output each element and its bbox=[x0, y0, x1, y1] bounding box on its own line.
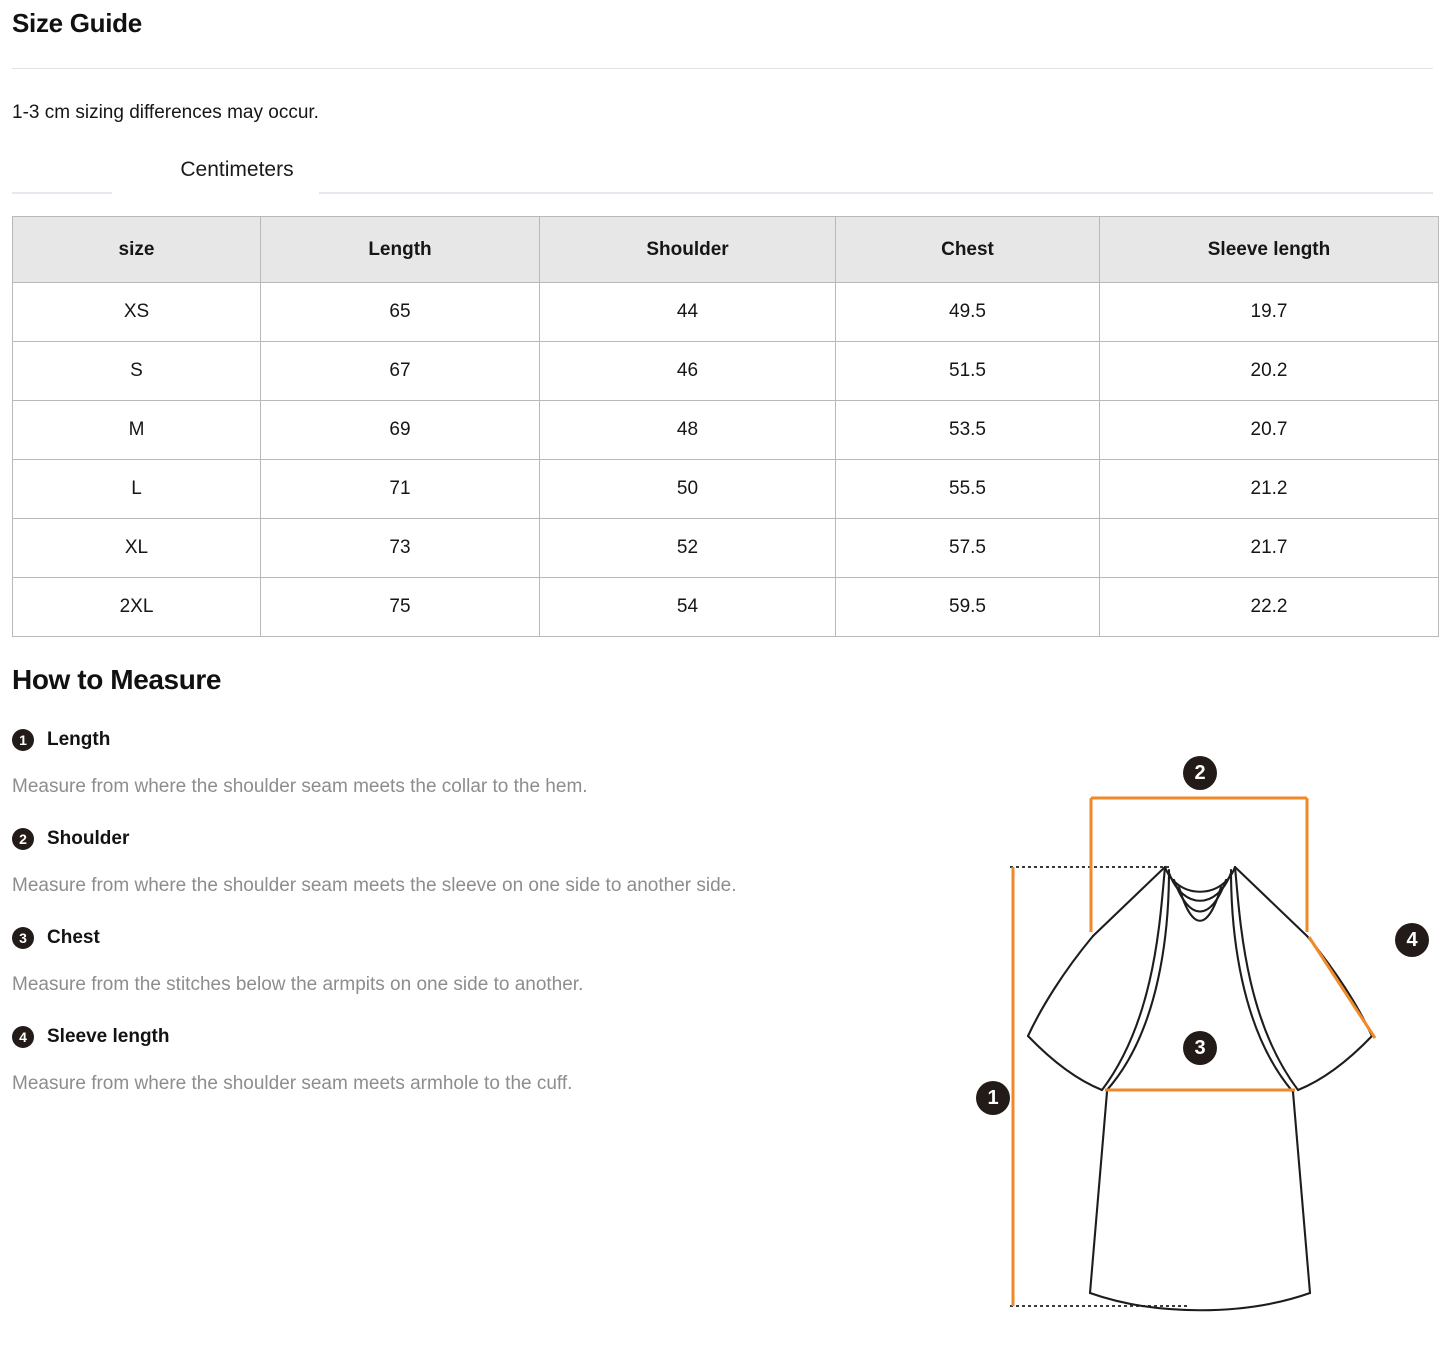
cell-sleeve: 19.7 bbox=[1100, 283, 1439, 342]
cell-sleeve: 20.7 bbox=[1100, 401, 1439, 460]
cell-sleeve: 20.2 bbox=[1100, 342, 1439, 401]
cell-length: 69 bbox=[261, 401, 540, 460]
tshirt-diagram bbox=[955, 740, 1445, 1340]
cell-chest: 53.5 bbox=[836, 401, 1100, 460]
measure-head bbox=[12, 1019, 912, 1055]
measure-label: Sleeve length bbox=[47, 1026, 170, 1047]
cell-length: 75 bbox=[261, 578, 540, 637]
table-row bbox=[13, 578, 1439, 637]
cell-length: 71 bbox=[261, 460, 540, 519]
number-badge-3-icon: 3 bbox=[12, 927, 34, 949]
cell-size: L bbox=[13, 460, 261, 519]
cell-length: 65 bbox=[261, 283, 540, 342]
number-badge-4-icon: 4 bbox=[12, 1026, 34, 1048]
unit-tabs bbox=[12, 148, 1433, 194]
table-header-row bbox=[13, 217, 1439, 283]
tab-centimeters[interactable]: Centimeters bbox=[155, 148, 319, 192]
measure-head bbox=[12, 722, 912, 758]
tab-rail-left bbox=[12, 192, 112, 194]
measure-description: Measure from the stitches below the armpits on one side to another. bbox=[12, 974, 584, 995]
table-row bbox=[13, 460, 1439, 519]
cell-length: 73 bbox=[261, 519, 540, 578]
column-header-sleeve-length: Sleeve length bbox=[1100, 217, 1439, 283]
page-title: Size Guide bbox=[12, 8, 142, 38]
cell-length: 67 bbox=[261, 342, 540, 401]
cell-shoulder: 50 bbox=[540, 460, 836, 519]
cell-size: XS bbox=[13, 283, 261, 342]
cell-chest: 57.5 bbox=[836, 519, 1100, 578]
header-divider bbox=[12, 68, 1433, 69]
sizing-note: 1-3 cm sizing differences may occur. bbox=[12, 102, 319, 123]
cell-chest: 51.5 bbox=[836, 342, 1100, 401]
diagram-badge-2-label: 2 bbox=[1194, 762, 1206, 784]
cell-shoulder: 46 bbox=[540, 342, 836, 401]
cell-size: 2XL bbox=[13, 578, 261, 637]
cell-size: XL bbox=[13, 519, 261, 578]
diagram-markers bbox=[976, 756, 1429, 1115]
measure-line-sleeve bbox=[1309, 937, 1375, 1038]
measure-item-sleeve-length bbox=[12, 1019, 912, 1098]
cell-shoulder: 48 bbox=[540, 401, 836, 460]
column-header-shoulder: Shoulder bbox=[540, 217, 836, 283]
cell-chest: 49.5 bbox=[836, 283, 1100, 342]
diagram-badge-3-label: 3 bbox=[1194, 1037, 1206, 1059]
column-header-length: Length bbox=[261, 217, 540, 283]
measure-label: Length bbox=[47, 729, 111, 750]
column-header-size: size bbox=[13, 217, 261, 283]
table-row bbox=[13, 283, 1439, 342]
size-chart-table bbox=[12, 216, 1439, 637]
measure-item-chest bbox=[12, 920, 912, 999]
diagram-badge-4-label: 4 bbox=[1406, 929, 1418, 951]
measure-item-length bbox=[12, 722, 912, 801]
cell-sleeve: 22.2 bbox=[1100, 578, 1439, 637]
table-row bbox=[13, 401, 1439, 460]
cell-shoulder: 52 bbox=[540, 519, 836, 578]
number-badge-1-icon: 1 bbox=[12, 729, 34, 751]
measure-description: Measure from where the shoulder seam meets the collar to the hem. bbox=[12, 776, 588, 797]
cell-shoulder: 44 bbox=[540, 283, 836, 342]
cell-chest: 59.5 bbox=[836, 578, 1100, 637]
number-badge-2-icon: 2 bbox=[12, 828, 34, 850]
table-row bbox=[13, 519, 1439, 578]
diagram-badge-1-label: 1 bbox=[987, 1087, 999, 1109]
how-to-measure-list bbox=[12, 722, 912, 1118]
measure-description: Measure from where the shoulder seam meets armhole to the cuff. bbox=[12, 1073, 573, 1094]
measure-item-shoulder bbox=[12, 821, 912, 900]
cell-size: M bbox=[13, 401, 261, 460]
cell-size: S bbox=[13, 342, 261, 401]
tab-rail-right bbox=[319, 192, 1433, 194]
cell-sleeve: 21.7 bbox=[1100, 519, 1439, 578]
cell-sleeve: 21.2 bbox=[1100, 460, 1439, 519]
table-row bbox=[13, 342, 1439, 401]
column-header-chest: Chest bbox=[836, 217, 1100, 283]
cell-shoulder: 54 bbox=[540, 578, 836, 637]
how-to-measure-title: How to Measure bbox=[12, 664, 222, 695]
measure-head bbox=[12, 920, 912, 956]
measure-label: Chest bbox=[47, 927, 100, 948]
cell-chest: 55.5 bbox=[836, 460, 1100, 519]
measure-description: Measure from where the shoulder seam meets the sleeve on one side to another side. bbox=[12, 875, 737, 896]
measure-head bbox=[12, 821, 912, 857]
measure-label: Shoulder bbox=[47, 828, 130, 849]
